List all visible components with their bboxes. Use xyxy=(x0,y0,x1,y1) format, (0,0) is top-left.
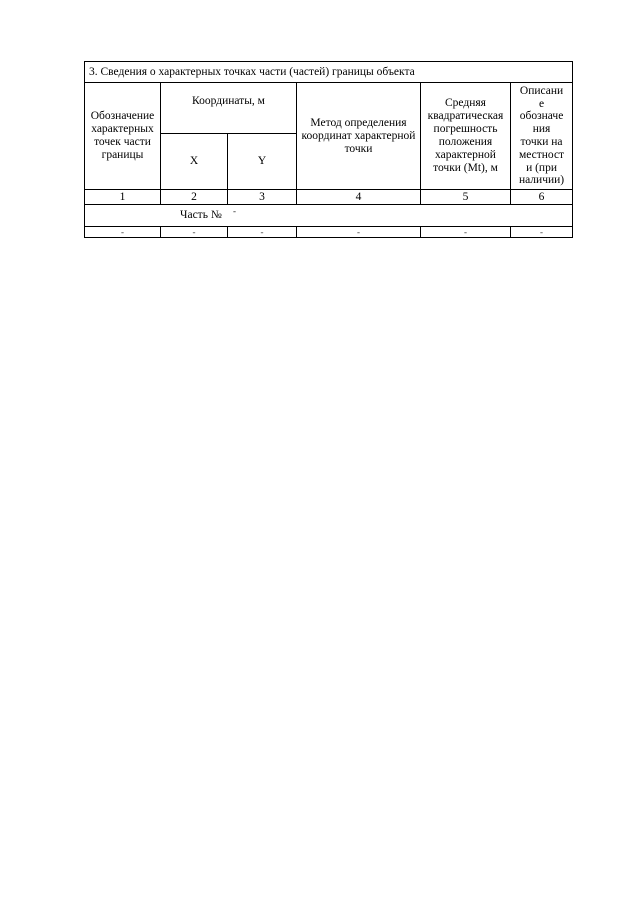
header-mean-error: Средняя квадратическая погрешность положения характерной точки (Mt), м xyxy=(421,83,511,190)
column-number: 4 xyxy=(297,190,421,205)
table-cell: - xyxy=(228,227,297,238)
column-number: 5 xyxy=(421,190,511,205)
characteristic-points-table xyxy=(84,61,573,238)
table-cell: - xyxy=(161,227,228,238)
header-point-description: Описани е обозначе ния точки на местност и (при наличии) xyxy=(511,83,573,190)
column-number: 2 xyxy=(161,190,228,205)
part-row xyxy=(85,205,573,227)
header-method: Метод определения координат характерной точки xyxy=(297,83,421,190)
column-number: 6 xyxy=(511,190,573,205)
header-x: X xyxy=(161,134,228,190)
table-cell: - xyxy=(297,227,421,238)
part-label: Часть № xyxy=(180,209,222,221)
header-coordinates-label: Координаты, м xyxy=(192,94,265,107)
header-coordinates xyxy=(161,83,297,134)
column-number: 1 xyxy=(85,190,161,205)
table-cell: - xyxy=(511,227,573,238)
part-number-value: - xyxy=(233,206,236,216)
header-y: Y xyxy=(228,134,297,190)
table-cell: - xyxy=(85,227,161,238)
table-cell: - xyxy=(421,227,511,238)
column-number: 3 xyxy=(228,190,297,205)
section-title: 3. Сведения о характерных точках части (частей) границы объекта xyxy=(85,62,573,83)
header-point-designation: Обозначение характерных точек части границы xyxy=(85,83,161,190)
document-sheet xyxy=(84,61,572,238)
